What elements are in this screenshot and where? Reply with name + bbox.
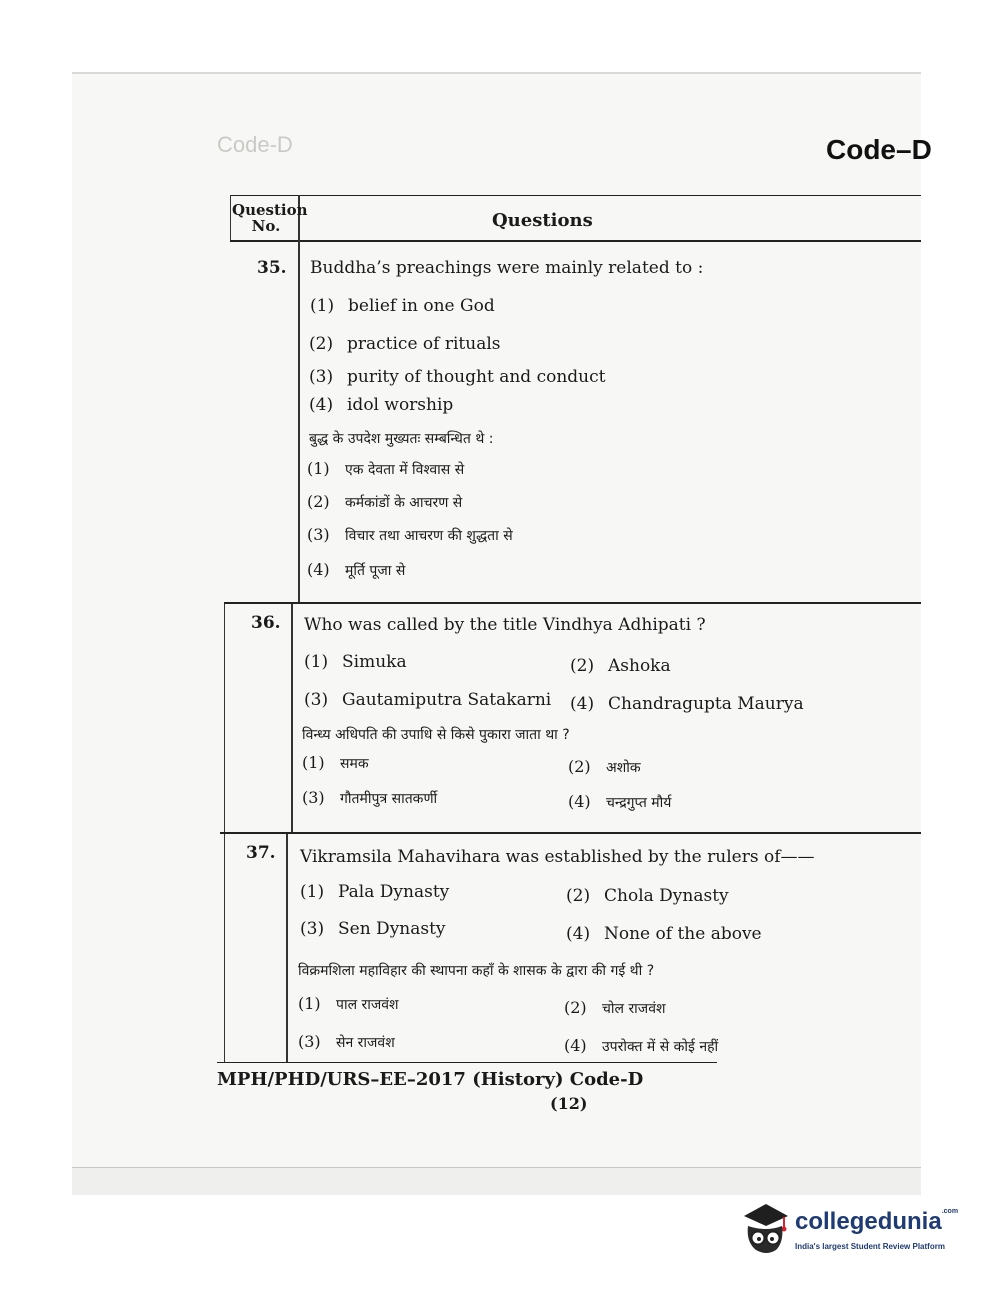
collegedunia-logo [738, 1198, 960, 1260]
logo-suffix: .com [941, 1208, 959, 1215]
logo-tagline: India's largest Student Review Platform [795, 1242, 945, 1251]
option: (1) Simuka [304, 652, 407, 672]
column-divider [298, 240, 300, 602]
option-hindi: (4) चन्द्रगुप्त मौर्य [568, 792, 672, 811]
row-separator [224, 602, 921, 604]
table-top-line [230, 195, 921, 196]
column-divider [286, 832, 288, 1062]
option-hindi: (2) कर्मकांडों के आचरण से [307, 492, 463, 511]
page-number: (12) [550, 1094, 588, 1113]
header-question-no: Question No. [232, 201, 308, 235]
option-hindi: (2) अशोक [568, 757, 641, 776]
scan-edge [72, 1167, 921, 1195]
table-header-line [230, 240, 921, 242]
option: (4) idol worship [309, 395, 454, 415]
option-hindi: (2) चोल राजवंश [564, 998, 666, 1017]
option-hindi: (1) एक देवता में विश्वास से [307, 459, 465, 478]
option: (3) Sen Dynasty [300, 919, 446, 939]
question-text: Who was called by the title Vindhya Adhipati ? [304, 615, 706, 635]
table-left-line [230, 195, 231, 240]
option-hindi: (3) सेन राजवंश [298, 1032, 395, 1051]
question-text-hindi: विन्ध्य अधिपति की उपाधि से किसे पुकारा जाता था ? [302, 727, 570, 743]
mascot-icon [738, 1198, 792, 1256]
header-questions: Questions [492, 210, 593, 231]
code-title: Code–D [826, 134, 932, 165]
question-text: Vikramsila Mahavihara was established by the rulers of—— [300, 847, 815, 867]
option: (3) Gautamiputra Satakarni [304, 690, 552, 710]
row-separator [220, 832, 921, 834]
option-hindi: (3) गौतमीपुत्र सातकर्णी [302, 788, 438, 807]
option-hindi: (1) समक [302, 753, 369, 772]
scanned-page [72, 72, 932, 1194]
bleed-through-text: Code-D [217, 132, 293, 157]
question-number: 35. [257, 258, 287, 278]
option: (3) purity of thought and conduct [309, 367, 606, 387]
question-text-hindi: विक्रमशिला महाविहार की स्थापना कहाँ के शासक के द्वारा की गई थी ? [298, 963, 655, 979]
option: (1) Pala Dynasty [300, 882, 450, 902]
option-hindi: (1) पाल राजवंश [298, 994, 399, 1013]
row-separator [217, 1062, 717, 1063]
option: (4) Chandragupta Maurya [570, 694, 804, 714]
option: (1) belief in one God [310, 296, 495, 316]
option: (4) None of the above [566, 924, 762, 944]
question-number: 37. [246, 843, 276, 863]
option: (2) Chola Dynasty [566, 886, 729, 906]
question-text: Buddha’s preachings were mainly related to : [310, 258, 704, 278]
logo-wordmark: collegedunia [795, 1208, 942, 1235]
column-divider [291, 602, 293, 832]
option-hindi: (3) विचार तथा आचरण की शुद्धता से [307, 525, 513, 544]
option: (2) practice of rituals [309, 334, 501, 354]
option-hindi: (4) मूर्ति पूजा से [307, 560, 406, 579]
footer-exam-code: MPH/PHD/URS–EE–2017 (History) Code-D [217, 1069, 644, 1090]
option-hindi: (4) उपरोक्त में से कोई नहीं [564, 1036, 719, 1055]
option: (2) Ashoka [570, 656, 671, 676]
scan-edge [72, 72, 921, 74]
question-text-hindi: बुद्ध के उपदेश मुख्यतः सम्बन्धित थे : [309, 431, 494, 447]
question-number: 36. [251, 613, 281, 633]
